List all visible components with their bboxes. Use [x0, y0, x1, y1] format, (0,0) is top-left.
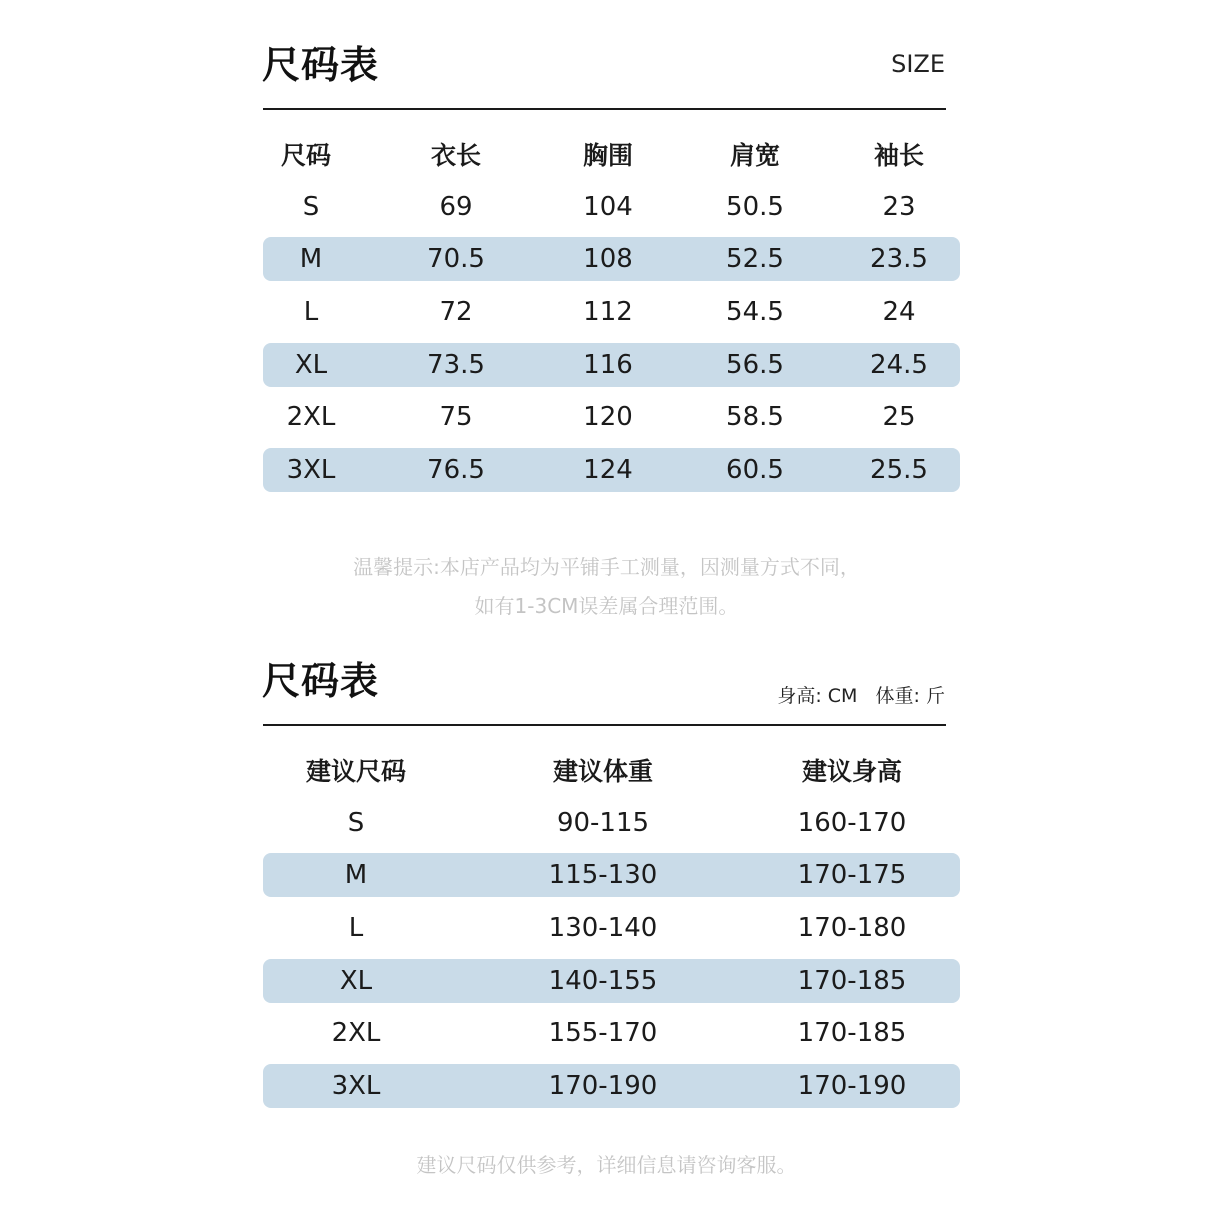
table-cell: 23: [882, 191, 916, 222]
table-cell: 75: [439, 402, 473, 433]
table-cell: 112: [583, 297, 633, 328]
table-cell: 130-140: [548, 913, 658, 944]
table-cell: 124: [583, 455, 633, 486]
table-row: [263, 959, 960, 1003]
table-cell: S: [302, 191, 320, 222]
recommend-header-row: [263, 748, 960, 792]
table-cell: 104: [583, 191, 633, 222]
size-chart-title: 尺码表: [262, 43, 380, 87]
table-cell: L: [348, 913, 364, 944]
table-cell: S: [347, 807, 365, 838]
measurement-notice-line: 温馨提示:本店产品均为平铺手工测量，因测量方式不同，: [353, 555, 860, 579]
table-cell: 58.5: [726, 402, 784, 433]
table-row: [263, 343, 960, 387]
recommend-chart-divider: [263, 724, 946, 726]
table-cell: 56.5: [726, 349, 784, 380]
table-row: [263, 448, 960, 492]
column-header: 建议身高: [801, 757, 903, 786]
column-header: 建议体重: [552, 757, 654, 786]
size-chart-table: [263, 132, 960, 501]
table-cell: 170-180: [797, 913, 907, 944]
recommend-chart-table: [263, 748, 960, 1117]
table-cell: 155-170: [548, 1018, 658, 1049]
table-cell: L: [303, 297, 319, 328]
recommendation-disclaimer: 建议尺码仅供参考，详细信息请咨询客服。: [416, 1153, 797, 1177]
table-cell: 69: [439, 191, 473, 222]
measurement-notice-line: 如有1-3CM误差属合理范围。: [474, 594, 739, 618]
table-row: [263, 906, 960, 950]
table-row: [263, 290, 960, 334]
table-cell: 70.5: [427, 244, 485, 275]
table-cell: 170-185: [797, 1018, 907, 1049]
table-cell: 116: [583, 349, 633, 380]
table-row: [263, 185, 960, 229]
table-cell: 73.5: [427, 349, 485, 380]
table-cell: 170-175: [797, 860, 907, 891]
column-header: 尺码: [280, 141, 332, 170]
table-cell: 24: [882, 297, 916, 328]
table-cell: 25: [882, 402, 916, 433]
column-header: 衣长: [430, 141, 482, 170]
table-cell: 72: [439, 297, 473, 328]
table-cell: 108: [583, 244, 633, 275]
table-row: [263, 237, 960, 281]
size-chart-header-row: [263, 132, 960, 176]
table-cell: 140-155: [548, 965, 658, 996]
table-cell: 90-115: [556, 807, 650, 838]
table-cell: 160-170: [797, 807, 907, 838]
table-cell: 3XL: [286, 455, 336, 486]
recommend-chart-title: 尺码表: [262, 659, 380, 703]
table-cell: 50.5: [726, 191, 784, 222]
table-cell: 115-130: [548, 860, 658, 891]
size-chart-divider: [263, 108, 946, 110]
table-cell: M: [344, 860, 368, 891]
column-header: 建议尺码: [305, 757, 407, 786]
column-header: 胸围: [582, 141, 634, 170]
table-row: [263, 801, 960, 845]
table-cell: 60.5: [726, 455, 784, 486]
table-row: [263, 1064, 960, 1108]
table-cell: XL: [294, 349, 328, 380]
column-header: 袖长: [873, 141, 925, 170]
table-cell: 25.5: [870, 455, 928, 486]
table-cell: 24.5: [870, 349, 928, 380]
table-cell: 23.5: [870, 244, 928, 275]
table-cell: 2XL: [286, 402, 336, 433]
table-cell: 52.5: [726, 244, 784, 275]
size-tag: SIZE: [891, 50, 945, 78]
table-cell: 2XL: [331, 1018, 381, 1049]
table-cell: 76.5: [427, 455, 485, 486]
table-cell: 120: [583, 402, 633, 433]
units-label: 身高: CM 体重: 斤: [777, 685, 945, 707]
table-cell: XL: [339, 965, 373, 996]
table-cell: 170-190: [548, 1071, 658, 1102]
table-row: [263, 395, 960, 439]
table-cell: 3XL: [331, 1071, 381, 1102]
table-cell: 54.5: [726, 297, 784, 328]
table-cell: 170-190: [797, 1071, 907, 1102]
table-row: [263, 1011, 960, 1055]
table-cell: M: [299, 244, 323, 275]
table-cell: 170-185: [797, 965, 907, 996]
column-header: 肩宽: [729, 141, 781, 170]
table-row: [263, 853, 960, 897]
